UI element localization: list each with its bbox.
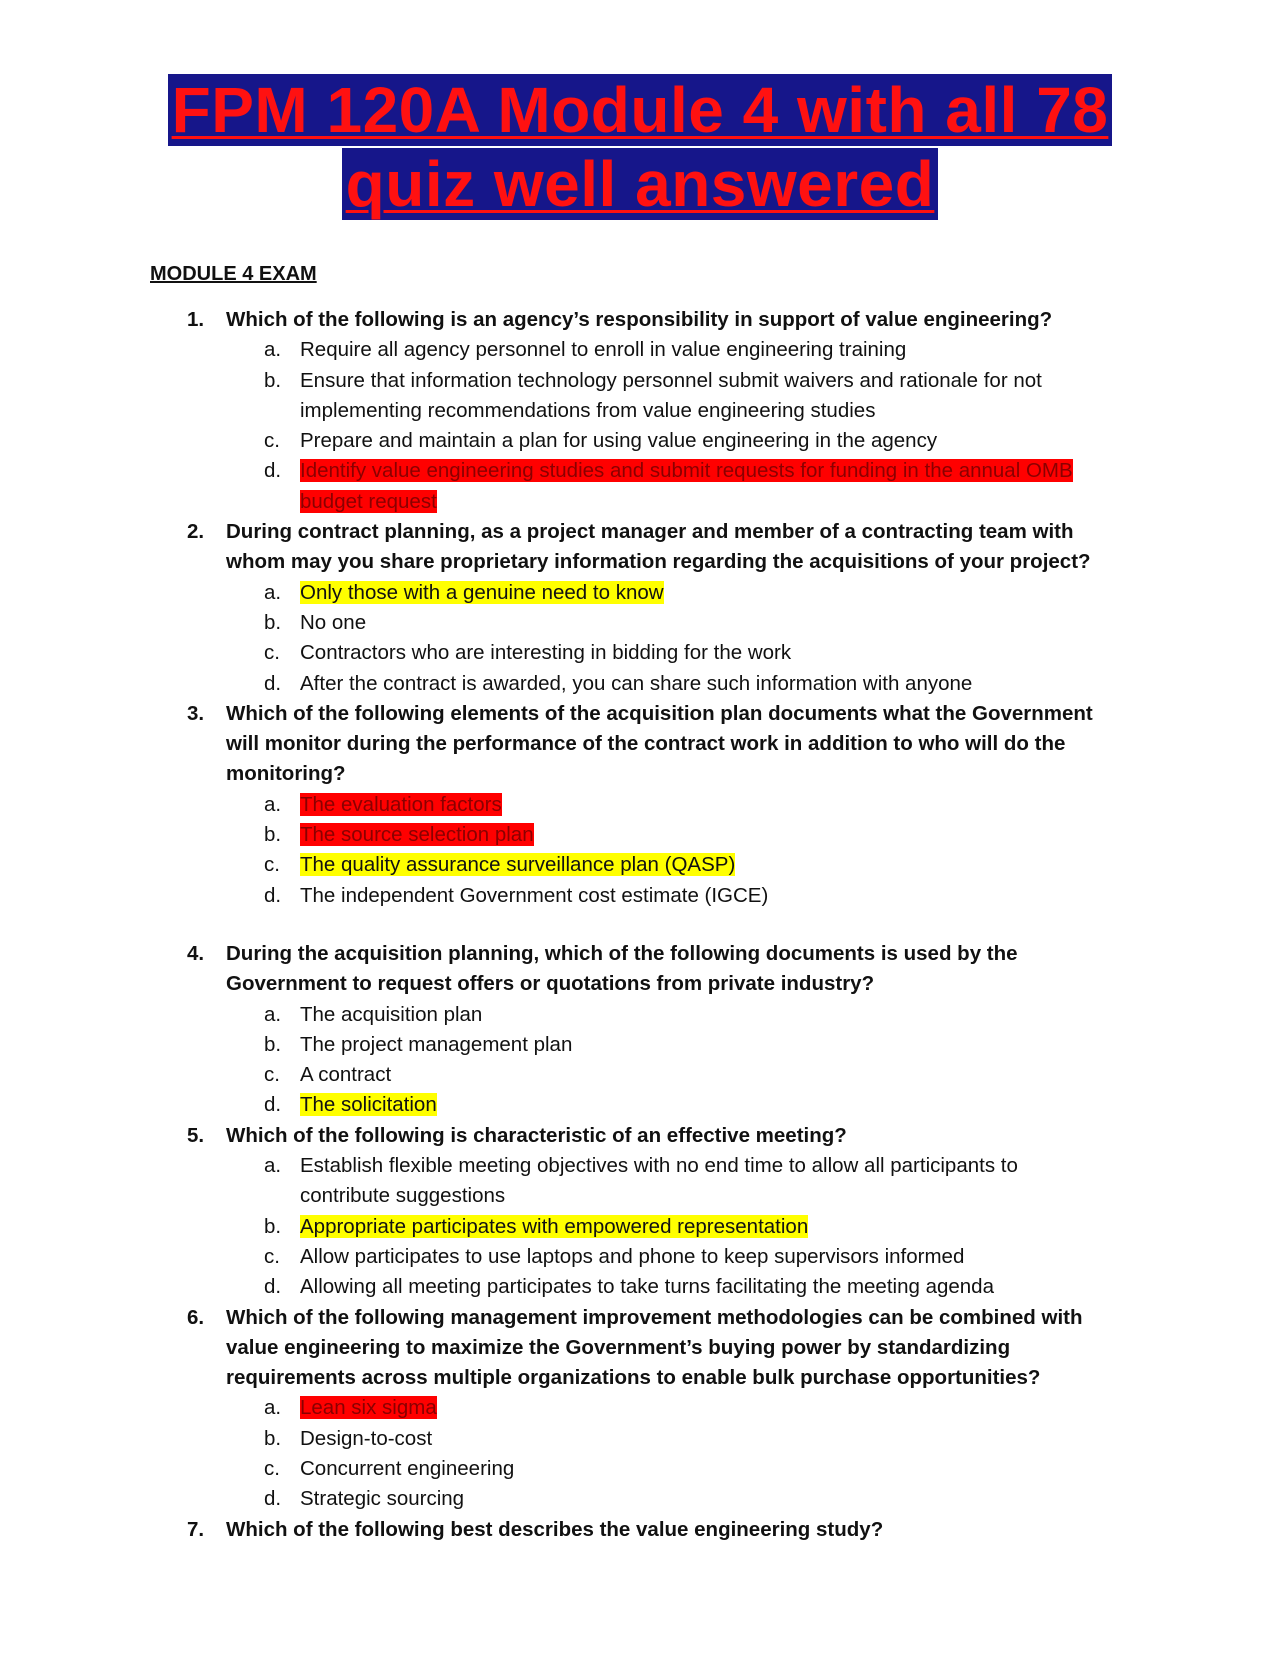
option-letter: b. — [264, 1426, 282, 1450]
option-letter: c. — [264, 1244, 280, 1268]
answer-options — [0, 335, 1280, 517]
answer-options — [0, 578, 1280, 699]
question-text — [0, 939, 1126, 1000]
option-letter: a. — [264, 1396, 282, 1420]
question-prompt: Which of the following is an agency’s responsibility in support of value engineering? — [226, 308, 1053, 331]
option-letter: d. — [264, 459, 282, 483]
question-number: 4. — [187, 941, 205, 965]
answer-option — [0, 820, 1080, 850]
question-item — [0, 517, 1280, 699]
option-text: A contract — [300, 1063, 392, 1087]
answer-option — [0, 456, 1080, 517]
title-line-1: FPM 120A Module 4 with all 78 — [168, 74, 1113, 146]
option-text: Concurrent engineering — [300, 1456, 515, 1480]
option-text: Establish flexible meeting objectives with no end time to allow all participants to contribute suggestions — [300, 1154, 1018, 1208]
spacer — [0, 911, 1280, 939]
answer-options — [0, 790, 1280, 911]
answer-option — [0, 1060, 1080, 1090]
option-text: No one — [300, 610, 367, 634]
option-text: The independent Government cost estimate (IGCE) — [300, 883, 769, 907]
option-text-highlighted-red: The source selection plan — [300, 823, 534, 847]
question-list — [0, 305, 1280, 1545]
question-item — [0, 1303, 1280, 1515]
document-title — [0, 74, 1280, 220]
option-letter: b. — [264, 368, 282, 392]
option-letter: d. — [264, 1093, 282, 1117]
option-letter: b. — [264, 1032, 282, 1056]
question-number: 6. — [187, 1305, 205, 1329]
answer-option — [0, 335, 1080, 365]
option-text-highlighted-red: The evaluation factors — [300, 792, 502, 816]
option-letter: d. — [264, 1487, 282, 1511]
answer-option — [0, 1424, 1080, 1454]
answer-option — [0, 1242, 1080, 1272]
option-text-highlighted-yellow: The solicitation — [300, 1093, 437, 1117]
option-text: The project management plan — [300, 1032, 573, 1056]
question-number: 5. — [187, 1123, 205, 1147]
answer-option — [0, 608, 1080, 638]
question-number: 2. — [187, 520, 205, 544]
question-text — [0, 1121, 1126, 1151]
question-prompt: Which of the following management improvement methodologies can be combined with value engineering to maximize the Government’s buying power by standardizing requirements across multiple organizations to enable bulk purchase opportunities? — [226, 1305, 1083, 1390]
answer-option — [0, 1212, 1080, 1242]
answer-option — [0, 790, 1080, 820]
option-letter: c. — [264, 1456, 280, 1480]
answer-option — [0, 578, 1080, 608]
answer-options — [0, 1000, 1280, 1121]
option-letter: b. — [264, 1214, 282, 1238]
question-text — [0, 517, 1126, 578]
answer-option — [0, 366, 1080, 427]
question-item — [0, 699, 1280, 911]
option-letter: a. — [264, 338, 282, 362]
option-text: Allow participates to use laptops and phone to keep supervisors informed — [300, 1244, 965, 1268]
option-text-highlighted-yellow: Only those with a genuine need to know — [300, 580, 664, 604]
option-letter: d. — [264, 671, 282, 695]
option-letter: c. — [264, 1063, 280, 1087]
option-letter: a. — [264, 792, 282, 816]
question-number: 3. — [187, 701, 205, 725]
question-prompt: Which of the following best describes the value engineering study? — [226, 1517, 884, 1541]
answer-option — [0, 850, 1080, 880]
option-text: Ensure that information technology personnel submit waivers and rationale for not implementing recommendations from value engineering studies — [300, 368, 1042, 422]
option-text: After the contract is awarded, you can share such information with anyone — [300, 671, 973, 695]
answer-option — [0, 1090, 1080, 1120]
option-letter: a. — [264, 1002, 282, 1026]
option-letter: c. — [264, 641, 280, 665]
title-line-2: quiz well answered — [342, 148, 939, 220]
option-letter: b. — [264, 610, 282, 634]
answer-option — [0, 1272, 1080, 1302]
option-text: The acquisition plan — [300, 1002, 483, 1026]
answer-option — [0, 881, 1080, 911]
option-letter: c. — [264, 429, 280, 453]
question-text — [0, 305, 1126, 335]
option-letter: c. — [264, 853, 280, 877]
option-letter: d. — [264, 883, 282, 907]
question-prompt: Which of the following elements of the acquisition plan documents what the Government will monitor during the performance of the contract work in addition to who will do the monitoring? — [226, 701, 1093, 786]
question-number: 7. — [187, 1517, 205, 1541]
question-number: 1. — [187, 308, 205, 331]
question-text — [0, 699, 1126, 790]
question-item — [0, 1515, 1280, 1545]
option-text: Prepare and maintain a plan for using value engineering in the agency — [300, 429, 938, 453]
option-letter: a. — [264, 1154, 282, 1178]
question-prompt: During contract planning, as a project manager and member of a contracting team with whom may you share proprietary information regarding the acquisitions of your project? — [226, 520, 1091, 574]
option-text: Require all agency personnel to enroll in value engineering training — [300, 338, 907, 362]
section-heading: MODULE 4 EXAM — [150, 263, 317, 285]
question-item — [0, 939, 1280, 1121]
question-text — [0, 1515, 1126, 1545]
question-text — [0, 1303, 1126, 1394]
question-item — [0, 1121, 1280, 1303]
question-prompt: During the acquisition planning, which of the following documents is used by the Government to request offers or quotations from private industry? — [226, 941, 1018, 996]
answer-option — [0, 638, 1080, 668]
option-letter: b. — [264, 823, 282, 847]
answer-option — [0, 426, 1080, 456]
question-item — [0, 305, 1280, 517]
answer-option — [0, 1484, 1080, 1514]
option-text-highlighted-red: Lean six sigma — [300, 1396, 437, 1420]
answer-option — [0, 1151, 1080, 1212]
option-letter: a. — [264, 580, 282, 604]
option-text: Contractors who are interesting in bidding for the work — [300, 641, 792, 665]
answer-option — [0, 1030, 1080, 1060]
option-text-highlighted-yellow: The quality assurance surveillance plan (QASP) — [300, 853, 736, 877]
option-text-highlighted-red: Identify value engineering studies and submit requests for funding in the annual OMB budget request — [300, 459, 1073, 513]
answer-option — [0, 1454, 1080, 1484]
answer-options — [0, 1393, 1280, 1514]
question-prompt: Which of the following is characteristic of an effective meeting? — [226, 1123, 847, 1147]
answer-option — [0, 1393, 1080, 1423]
option-text: Design-to-cost — [300, 1426, 433, 1450]
answer-option — [0, 669, 1080, 699]
answer-option — [0, 1000, 1080, 1030]
option-text-highlighted-yellow: Appropriate participates with empowered representation — [300, 1214, 809, 1238]
option-text: Strategic sourcing — [300, 1487, 465, 1511]
answer-options — [0, 1151, 1280, 1302]
option-letter: d. — [264, 1275, 282, 1299]
option-text: Allowing all meeting participates to take turns facilitating the meeting agenda — [300, 1275, 994, 1299]
